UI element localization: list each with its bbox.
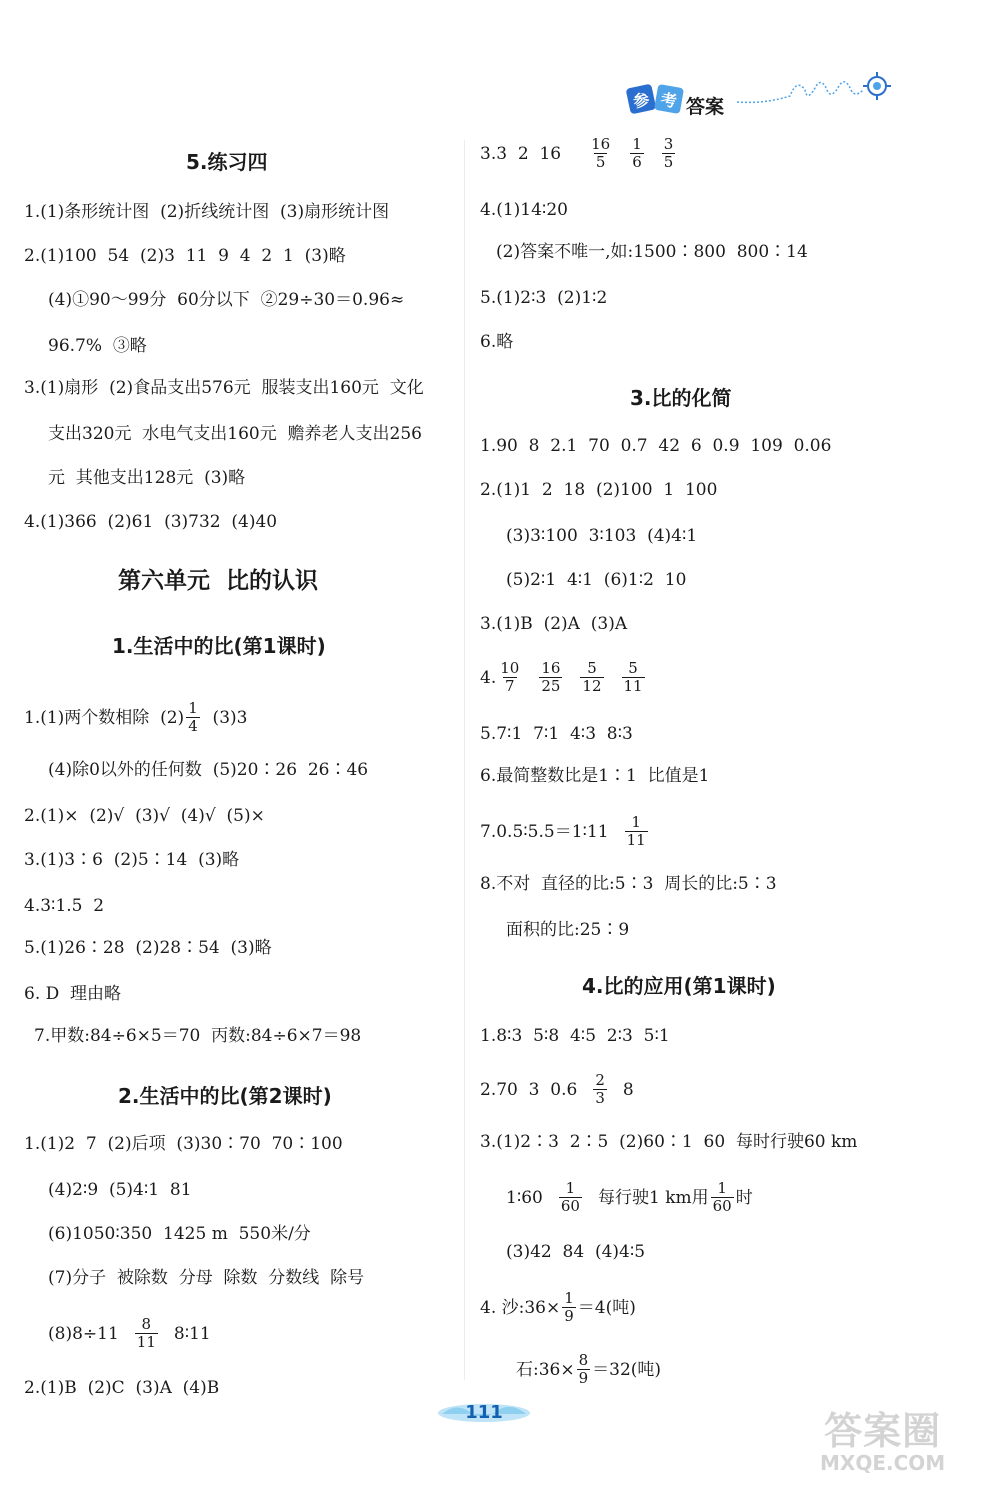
- fraction: $\frac{8}{9}$: [578, 1351, 589, 1387]
- answer-line: 7.甲数:84÷6×5＝70 丙数:84÷6×7＝98: [34, 1026, 362, 1046]
- answer-line: 4. 10 7 16 25 5 12 5 11: [480, 659, 643, 695]
- answer-line: 3.(1)B (2)A (3)A: [480, 614, 628, 634]
- page-number: 111: [465, 1402, 503, 1423]
- answer-line: 3.(1)扇形 (2)食品支出576元 服装支出160元 文化: [24, 378, 424, 398]
- header-badge: [628, 78, 724, 119]
- fraction: 1 11: [626, 813, 646, 849]
- answer-line: (2)答案不唯一,如:1500∶800 800∶14: [496, 242, 808, 262]
- fraction: 10 7: [500, 659, 520, 695]
- answer-line: 8.不对 直径的比:5∶3 周长的比:5∶3: [480, 874, 777, 894]
- header-title: 答案: [686, 96, 725, 118]
- watermark-logo: [820, 1400, 945, 1475]
- fraction: 1 4: [188, 699, 198, 735]
- answer-line: 1.(1)2 7 (2)后项 (3)30∶70 70∶100: [24, 1134, 343, 1154]
- answer-line: (3)42 84 (4)4∶5: [506, 1242, 646, 1262]
- fraction: 5 11: [623, 659, 643, 695]
- answer-line: 7.0.5∶5.5＝1∶11 1 11: [480, 813, 646, 849]
- section-title-ratio-life-1: 1.生活中的比(第1课时): [112, 634, 326, 658]
- section-title-simplify: 3.比的化简: [630, 386, 732, 410]
- section-title-ratio-apply-1: 4.比的应用(第1课时): [582, 974, 776, 998]
- watermark-url: MXQE.COM: [820, 1451, 946, 1475]
- answer-line: 1.(1)条形统计图 (2)折线统计图 (3)扇形统计图: [24, 202, 390, 222]
- fraction: 1 6: [632, 135, 642, 171]
- answer-line: (4)2∶9 (5)4∶1 81: [48, 1180, 192, 1200]
- answer-line: 4. 沙:36× $\frac{1}{9}$ ＝4(吨): [480, 1289, 636, 1325]
- answer-line: 1.8∶3 5∶8 4∶5 2∶3 5∶1: [480, 1026, 670, 1046]
- answer-line: (3)3∶100 3∶103 (4)4∶1: [506, 526, 698, 546]
- answer-line: 3.(1)3∶6 (2)5∶14 (3)略: [24, 850, 240, 870]
- fraction: 5 12: [582, 659, 602, 695]
- answer-line: 96.7% ③略: [48, 336, 147, 356]
- answer-line: 石:36× $\frac{8}{9}$ ＝32(吨): [516, 1351, 662, 1387]
- answer-line: 支出320元 水电气支出160元 赡养老人支出256: [48, 424, 422, 444]
- answer-line: 1.90 8 2.1 70 0.7 42 6 0.9 109 0.06: [480, 436, 832, 456]
- answer-line: (4)除0以外的任何数 (5)20∶26 26∶46: [48, 760, 369, 780]
- answer-line: (8)8÷11 8 11 8∶11: [48, 1315, 211, 1351]
- answer-line: 5.(1)2∶3 (2)1∶2: [480, 288, 608, 308]
- fraction: 1 60: [712, 1179, 732, 1215]
- fraction: $\frac{1}{9}$: [564, 1289, 574, 1325]
- answer-line: (5)2∶1 4∶1 (6)1∶2 10: [506, 570, 687, 590]
- answer-line: 5.7∶1 7∶1 4∶3 8∶3: [480, 724, 633, 744]
- fraction: 8 11: [136, 1315, 156, 1351]
- answer-line: 6.略: [480, 332, 514, 352]
- section-title-ratio-life-2: 2.生活中的比(第2课时): [118, 1084, 332, 1108]
- answer-line: 面积的比:25∶9: [506, 920, 630, 940]
- answer-line: 2.(1)100 54 (2)3 11 9 4 2 1 (3)略: [24, 246, 346, 266]
- answer-line: 元 其他支出128元 (3)略: [48, 468, 246, 488]
- badge-can: 参: [626, 83, 657, 114]
- answer-line: 5.(1)26∶28 (2)28∶54 (3)略: [24, 938, 272, 958]
- answer-line: 6. D 理由略: [24, 984, 122, 1004]
- answer-line: 4.(1)366 (2)61 (3)732 (4)40: [24, 512, 278, 532]
- fraction: 16 5: [591, 135, 611, 171]
- answer-line: 2.(1)× (2)√ (3)√ (4)√ (5)×: [24, 806, 265, 826]
- answer-line: 2.(1)B (2)C (3)A (4)B: [24, 1378, 220, 1398]
- answer-line: (6)1050∶350 1425 m 550米/分: [48, 1224, 311, 1244]
- badge-kao: 考: [654, 83, 684, 113]
- header-swirl-icon: [735, 68, 895, 108]
- answer-line: 1.(1)两个数相除 (2) 1 4 (3)3: [24, 699, 248, 735]
- fraction: 16 25: [541, 659, 561, 695]
- fraction: 3 5: [663, 135, 674, 171]
- answer-line: 3.(1)2∶3 2∶5 (2)60∶1 60 每时行驶60 km: [480, 1132, 858, 1152]
- answer-line: 4.(1)14∶20: [480, 200, 568, 220]
- unit-title: 第六单元 比的认识: [118, 568, 319, 594]
- answer-line: (7)分子 被除数 分母 除数 分数线 除号: [48, 1268, 365, 1288]
- answer-line: 3.3 2 16 16 5 1 6 3 5: [480, 135, 674, 171]
- section-title-practice4: 5.练习四: [186, 150, 268, 174]
- answer-line: 2.(1)1 2 18 (2)100 1 100: [480, 480, 718, 500]
- column-divider: [464, 140, 465, 1380]
- fraction: 2 3: [595, 1071, 605, 1107]
- answer-line: (4)①90～99分 60分以下 ②29÷30＝0.96≈: [48, 290, 405, 310]
- answer-line: 4.3∶1.5 2: [24, 896, 105, 916]
- answer-line: 1∶60 1 60 每行驶1 km用 1 60 时: [506, 1179, 753, 1215]
- answer-line: 6.最简整数比是1∶1 比值是1: [480, 766, 710, 786]
- answer-line: 2.70 3 0.6 2 3 8: [480, 1071, 634, 1107]
- fraction: 1 60: [560, 1179, 580, 1215]
- watermark-text: 答案圈: [824, 1409, 942, 1453]
- page-number-badge: [436, 1400, 532, 1424]
